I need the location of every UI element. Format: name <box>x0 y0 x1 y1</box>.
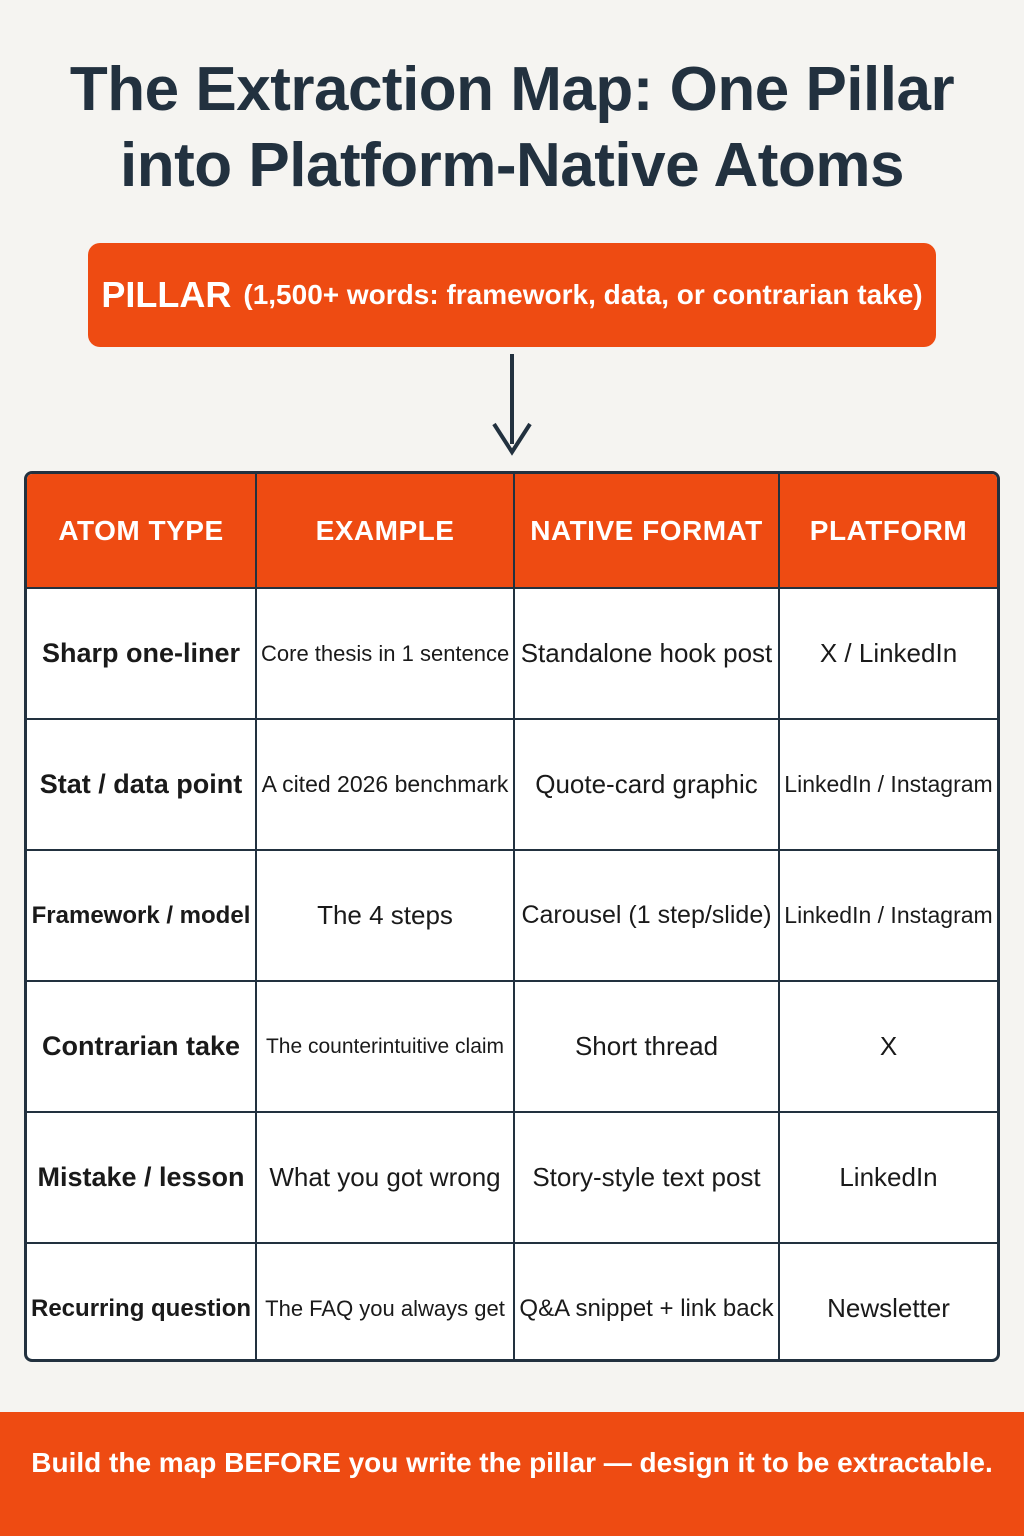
cell-atom-type: Recurring question <box>27 1243 256 1362</box>
cell-example: The 4 steps <box>256 850 514 981</box>
cell-atom-type: Stat / data point <box>27 719 256 850</box>
table-row <box>27 588 997 719</box>
cell-example: A cited 2026 benchmark <box>256 719 514 850</box>
cell-example: The counterintuitive claim <box>256 981 514 1112</box>
cell-atom-type: Framework / model <box>27 850 256 981</box>
cell-native-format: Short thread <box>514 981 779 1112</box>
cell-platform: X <box>779 981 997 1112</box>
cell-platform: LinkedIn <box>779 1112 997 1243</box>
cell-native-format: Carousel (1 step/slide) <box>514 850 779 981</box>
cell-atom-type: Sharp one-liner <box>27 588 256 719</box>
cell-atom-type: Mistake / lesson <box>27 1112 256 1243</box>
title-line-2: into Platform-Native Atoms <box>120 131 904 200</box>
header-native-format: NATIVE FORMAT <box>514 474 779 588</box>
cell-native-format: Standalone hook post <box>514 588 779 719</box>
pillar-label: PILLAR <box>101 274 232 315</box>
cell-platform: Newsletter <box>827 1293 950 1323</box>
table-row <box>27 850 997 981</box>
header-example: EXAMPLE <box>256 474 514 588</box>
cell-native-format: Q&A snippet + link back <box>514 1243 779 1362</box>
cell-example: What you got wrong <box>256 1112 514 1243</box>
cell-native-format: Story-style text post <box>514 1112 779 1243</box>
table-row <box>27 1243 997 1362</box>
footer-banner <box>0 1412 1024 1536</box>
pillar-detail: (1,500+ words: framework, data, or contrarian take) <box>243 279 923 310</box>
extraction-table <box>24 471 1000 1362</box>
table-header-row <box>27 474 997 588</box>
table-row <box>27 1112 997 1243</box>
down-arrow-icon <box>490 352 534 462</box>
cell-platform: LinkedIn / Instagram <box>779 850 997 981</box>
title-line-1: The Extraction Map: One Pillar <box>69 55 955 124</box>
cell-platform: LinkedIn / Instagram <box>779 719 997 850</box>
cell-atom-type: Contrarian take <box>27 981 256 1112</box>
cell-native-format: Quote-card graphic <box>514 719 779 850</box>
header-platform: PLATFORM <box>779 474 997 588</box>
header-atom-type: ATOM TYPE <box>27 474 256 588</box>
table-row <box>27 719 997 850</box>
cell-platform: X / LinkedIn <box>779 588 997 719</box>
cell-example: Core thesis in 1 sentence <box>256 588 514 719</box>
pillar-box <box>88 243 936 347</box>
page-title <box>0 52 1024 204</box>
cell-example: The FAQ you always get <box>256 1243 514 1362</box>
table-row <box>27 981 997 1112</box>
footer-text: Build the map BEFORE you write the pillar — design it to be extractable. <box>31 1447 993 1478</box>
